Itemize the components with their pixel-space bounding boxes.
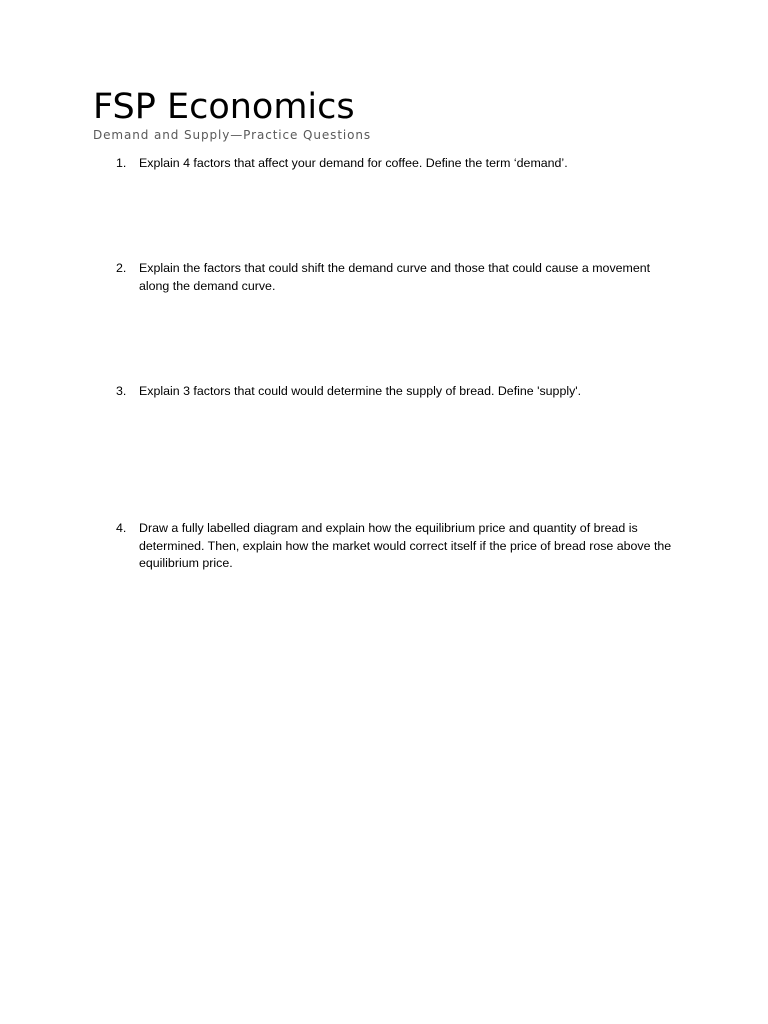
question-text: Explain the factors that could shift the demand curve and those that could cause a movement along the demand curve. — [139, 261, 651, 293]
question-text: Explain 4 factors that affect your demand for coffee. Define the term ‘demand’. — [139, 156, 568, 170]
document-title: FSP Economics — [93, 87, 355, 127]
question-text: Explain 3 factors that could would determine the supply of bread. Define 'supply'. — [139, 384, 582, 398]
question-number: 2. — [116, 261, 127, 275]
document-subtitle: Demand and Supply—Practice Questions — [93, 128, 372, 142]
question-number: 3. — [116, 384, 127, 398]
question-number: 4. — [116, 521, 127, 535]
question-text: Draw a fully labelled diagram and explain how the equilibrium price and quantity of bread is determined. Then, explain how the market would correct itself if the price of bread rose above the equilibrium price. — [139, 521, 672, 570]
question-number: 1. — [116, 156, 127, 170]
